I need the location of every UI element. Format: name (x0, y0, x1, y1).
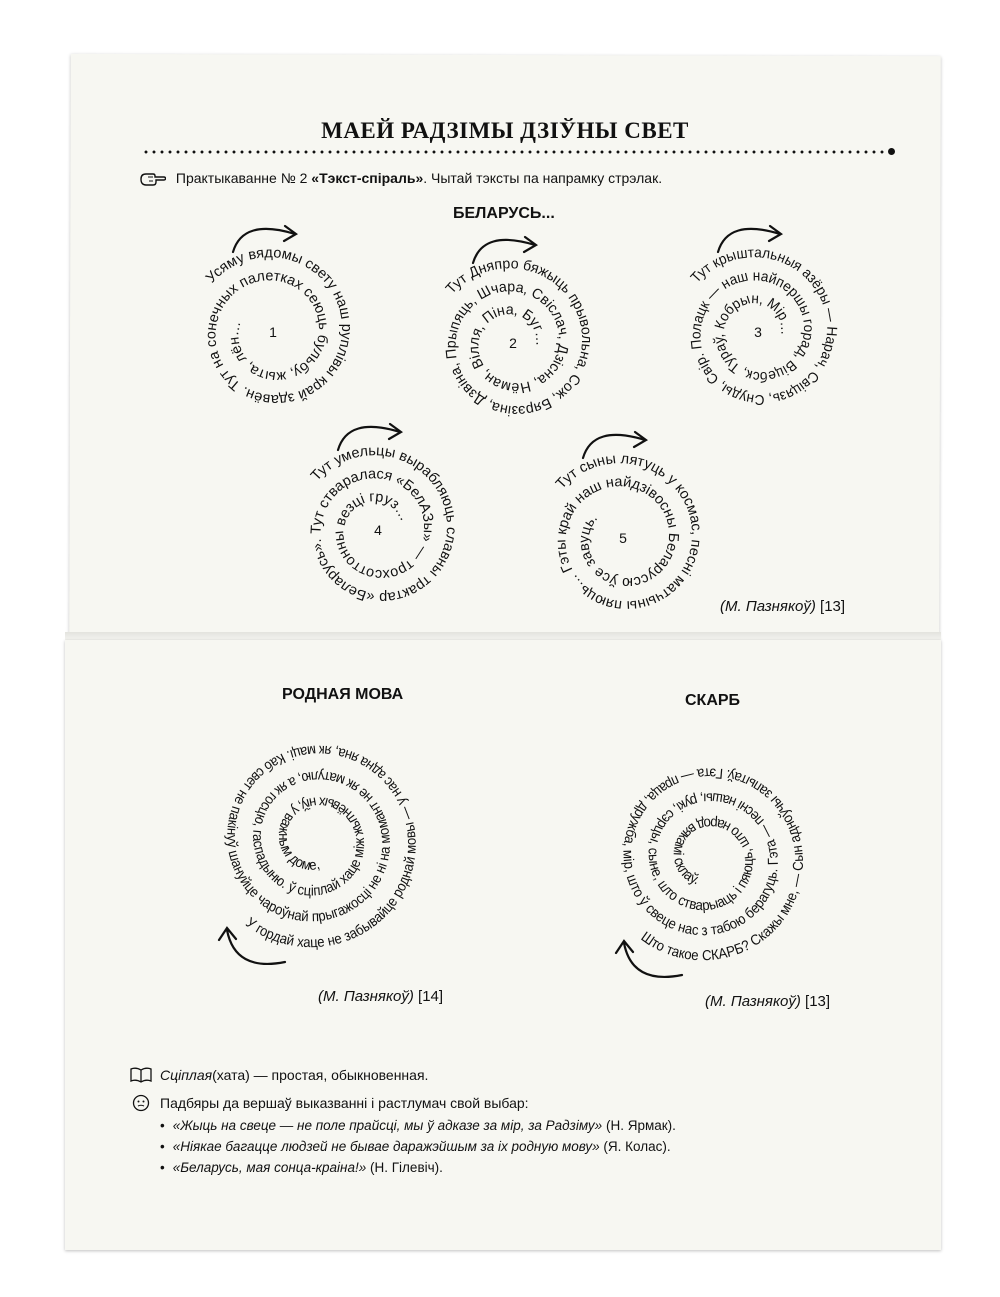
heading-skarb: СКАРБ (685, 692, 741, 709)
spiral-number: 2 (509, 335, 517, 351)
task-instruction (130, 1094, 529, 1112)
quote-item (160, 1139, 676, 1160)
spiral-text (553, 451, 704, 613)
citation-skarb-ref: [13] (805, 993, 831, 1010)
spiral-text (203, 245, 354, 407)
spiral-text-path: Тут Дняпро бяжыць прывольна, Сож, Бярэзіна, Дзвіна, Прыпяць, Шчара, Свіслач, Дзісна, Нёман, Вілля, Піна, Буг… (443, 256, 594, 419)
spiral-2 (418, 225, 608, 435)
exercise-instruction (140, 170, 662, 188)
citation-belarus-ref: [13] (820, 598, 846, 615)
quote-text: «Ніякае багацце людзей не бывае даражэйшым за іх родную мову» (172, 1139, 600, 1154)
spiral-number: 3 (754, 324, 762, 340)
thinking-face-icon (130, 1094, 152, 1112)
spiral-5 (528, 420, 718, 630)
exercise-suffix: . Чытай тэксты па напрамку стрэлак. (423, 170, 663, 186)
citation-belarus (720, 598, 845, 615)
citation-skarb (705, 993, 830, 1010)
quote-author: (Н. Гілевіч). (366, 1160, 443, 1175)
open-book-icon (130, 1066, 152, 1084)
spiral-text-path: Тут сыны лятуць у космас, песні матчыны пяюць… Гэты край наш найдзівосны Беларуссю ўсе завуць. (553, 451, 705, 614)
quote-item (160, 1160, 676, 1181)
page-title: МАЕЙ РАДЗІМЫ ДЗІЎНЫ СВЕТ (321, 118, 689, 143)
heading-rodnaya-mova: РОДНАЯ МОВА (282, 686, 404, 703)
exercise-prefix: Практыкаванне № 2 (175, 170, 312, 186)
spiral-text (308, 443, 459, 605)
quote-author: (Н. Ярмак). (602, 1118, 676, 1133)
heading-belarus: БЕЛАРУСЬ... (453, 205, 555, 222)
spiral-text-path: У гордай хаце не забывайце роднай мовы — у нас адна яна, як маці. Каб свет не пакінуў шануйце чароўнай прыгажосці не ні на момант не як матулю, а як госцю, гаспадыню. ў сціплай хаце між жытнёвых нiў, у важным доме, (223, 741, 420, 952)
spiral-rodnaya-mova (190, 712, 440, 982)
spiral-3 (663, 220, 853, 430)
quote-item (160, 1118, 676, 1139)
spiral-text (223, 742, 420, 952)
note-word: Сціплая (160, 1067, 213, 1083)
quote-text: «Беларусь, мая сонца-краіна!» (172, 1160, 367, 1175)
citation-rodnaya-author: (М. Пазнякоў) (318, 988, 414, 1005)
citation-rodnaya-mova (318, 988, 443, 1005)
spiral-number: 4 (374, 522, 382, 538)
spiral-skarb (582, 738, 832, 998)
spiral-1 (178, 220, 368, 430)
dotted-divider (142, 150, 894, 154)
citation-rodnaya-ref: [14] (418, 988, 444, 1005)
spiral-text-path: Тут умельцы вырабляюць славны трактар «Беларусь». Тут стваралася «БелАЗы» — трохсоттонны везці груз… (308, 443, 460, 606)
spiral-text (619, 764, 807, 964)
spiral-text (688, 245, 839, 407)
spiral-4 (283, 412, 473, 622)
quote-text: «Жыць на свеце — не поле прайсці, мы ў адказе за мір, за Радзіму» (172, 1118, 603, 1133)
spiral-text-path: Усяму вядомы свету наш руплівы край здавён. Тут на сонечных палетках сеюць бульбу, жыта, лён… (203, 245, 355, 408)
exercise-name: «Тэкст-спіраль» (311, 170, 424, 186)
citation-belarus-author: (М. Пазнякоў) (720, 598, 816, 615)
task-text: Падбяры да вершаў выказванні і растлумач свой выбар: (160, 1095, 529, 1111)
citation-skarb-author: (М. Пазнякоў) (705, 993, 801, 1010)
quote-list (160, 1118, 676, 1181)
spiral-text-path: Тут крыштальныя азёры — Нарач, Свіцязь, Снуды, Свір. Полацк — наш найпершы горад, Віцебск, Тураў, Кобрын, Мір… (688, 245, 840, 408)
divider-end-dot (888, 148, 895, 155)
pointing-hand-icon (140, 170, 166, 188)
spiral-text (443, 256, 594, 418)
quote-author: (Я. Колас). (599, 1139, 671, 1154)
spiral-number: 1 (269, 324, 277, 340)
note-definition: (хата) — простая, обыкновенная. (212, 1067, 429, 1083)
vocabulary-note (130, 1066, 428, 1084)
spiral-text-path: Што такое СКАРБ? Скажы мне, — Сын адноўчы запытаў. Гэта — праца, дружба, мір, што ў свеце нас з табою берагуць. Гэта — песні нашы, рукі, сэрцы, сыне, што стварыаць і пяюць, што народ вякамі склаў. (619, 764, 808, 965)
spiral-number: 5 (619, 530, 627, 546)
